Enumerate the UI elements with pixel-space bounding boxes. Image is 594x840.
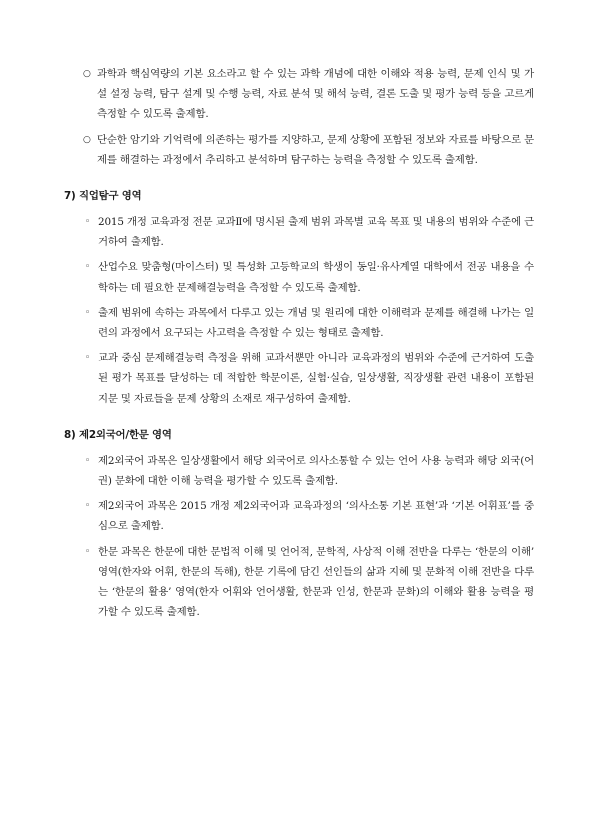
small-circle-bullet-icon: ◦ <box>85 307 91 318</box>
foreign-language-items-list <box>58 451 536 623</box>
list-item <box>58 496 536 536</box>
list-item <box>58 348 536 409</box>
item-text: 교과 중심 문제해결능력 측정을 위해 교과서뿐만 아니라 교육과정의 범위와 수준에 근거하여 도출된 평가 목표를 달성하는 데 적합한 학문이론, 실험·실습, 일상생활, 직장생활 관련 내용이 포함된 지문 및 자료들을 문제 상황의 소재로 재구성하여 출제함. <box>98 352 534 405</box>
item-text: 과학과 핵심역량의 기본 요소라고 할 수 있는 과학 개념에 대한 이해와 적용 능력, 문제 인식 및 가설 설정 능력, 탐구 설계 및 수행 능력, 자료 분석 및 해석 능력, 결론 도출 및 평가 능력 등을 고르게 측정할 수 있도록 출제함. <box>97 68 534 121</box>
list-item <box>58 212 536 252</box>
item-text: 한문 과목은 한문에 대한 문법적 이해 및 언어적, 문학적, 사상적 이해 전반을 다루는 ‘한문의 이해’ 영역(한자와 어휘, 한문의 독해), 한문 기록에 담긴 선인들의 삶과 지혜 및 문화적 이해 전반을 다루는 ‘한문의 활용’ 영역(한자 어휘와 언어생활, 한문과 인성, 한문과 문화)의 이해와 활용 능력을 평가할 수 있도록 출제함. <box>98 545 534 619</box>
small-circle-bullet-icon: ◦ <box>85 217 91 228</box>
list-item <box>58 64 536 125</box>
list-item <box>58 542 536 623</box>
item-text: 제2외국어 과목은 일상생활에서 해당 외국어로 의사소통할 수 있는 언어 사용 능력과 해당 외국(어권) 문화에 대한 이해 능력을 평가할 수 있도록 출제함. <box>98 454 534 488</box>
section-heading-vocational: 7) 직업탐구 영역 <box>64 190 142 203</box>
list-item <box>58 303 536 343</box>
item-text: 단순한 암기와 기억력에 의존하는 평가를 지양하고, 문제 상황에 포함된 정보와 자료를 바탕으로 문제를 해결하는 과정에서 추리하고 분석하며 탐구하는 능력을 측정할 수 있도록 출제함. <box>97 133 534 166</box>
small-circle-bullet-icon: ◦ <box>85 455 91 466</box>
list-item <box>58 451 536 491</box>
item-text: 제2외국어 과목은 2015 개정 제2외국어과 교육과정의 ‘의사소통 기본 표현’과 ‘기본 어휘표’를 중심으로 출제함. <box>98 500 534 533</box>
item-text: 2015 개정 교육과정 전문 교과Ⅱ에 명시된 출제 범위 과목별 교육 목표 및 내용의 범위와 수준에 근거하여 출제함. <box>98 216 534 249</box>
list-item <box>58 130 536 170</box>
item-text: 출제 범위에 속하는 과목에서 다루고 있는 개념 및 원리에 대한 이해력과 문제를 해결해 나가는 일련의 과정에서 요구되는 사고력을 측정할 수 있는 형태로 출제함. <box>98 306 534 340</box>
vocational-items-list <box>58 212 536 409</box>
small-circle-bullet-icon: ◦ <box>85 262 91 273</box>
circle-bullet-icon: ○ <box>83 69 91 79</box>
item-text: 산업수요 맞춤형(마이스터) 및 특성화 고등학교의 학생이 동일·유사계열 대학에서 전공 내용을 수학하는 데 필요한 문제해결능력을 측정할 수 있도록 출제함. <box>98 261 534 294</box>
science-items-list <box>58 64 536 170</box>
small-circle-bullet-icon: ◦ <box>85 546 91 557</box>
small-circle-bullet-icon: ◦ <box>85 353 91 364</box>
circle-bullet-icon: ○ <box>83 134 91 145</box>
section-heading-foreign-language: 8) 제2외국어/한문 영역 <box>64 428 172 441</box>
list-item <box>58 257 536 297</box>
small-circle-bullet-icon: ◦ <box>85 501 91 512</box>
